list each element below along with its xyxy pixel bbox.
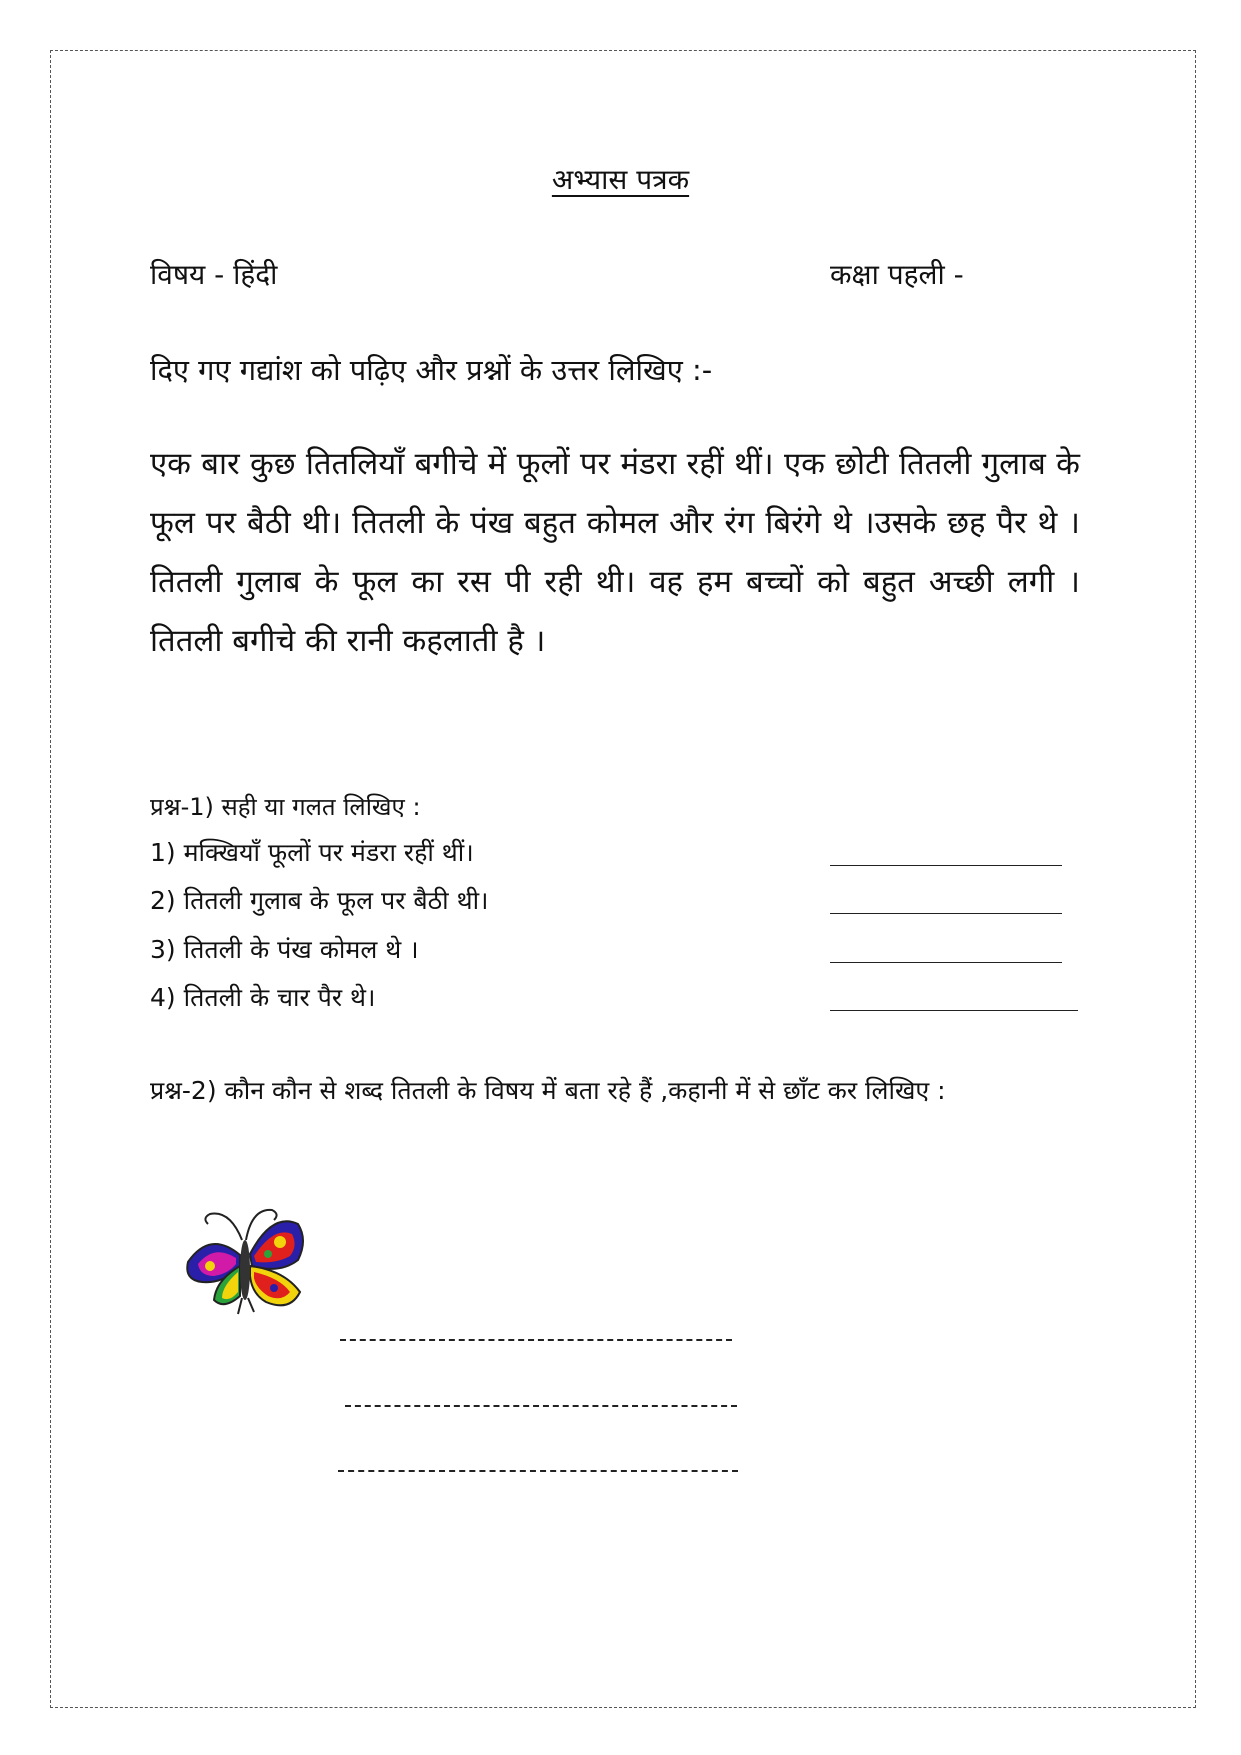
answer-line-3[interactable] (338, 1470, 738, 1472)
subject-label: विषय - हिंदी (150, 258, 278, 291)
butterfly-illustration (180, 1200, 310, 1318)
question-1-item-4: 4) तितली के चार पैर थे। (150, 983, 376, 1012)
answer-line-1[interactable] (340, 1339, 732, 1341)
question-1-item-2: 2) तितली गुलाब के फूल पर बैठी थी। (150, 886, 489, 915)
class-label: कक्षा पहली - (830, 258, 964, 291)
instruction-text: दिए गए गद्यांश को पढ़िए और प्रश्नों के उत्तर लिखिए :- (150, 353, 713, 387)
answer-blank-4[interactable] (830, 1010, 1078, 1011)
answer-blank-2[interactable] (830, 913, 1062, 914)
answer-line-2[interactable] (345, 1405, 737, 1407)
answer-blank-3[interactable] (830, 962, 1062, 963)
question-1-item-1: 1) मक्खियाँ फूलों पर मंडरा रहीं थीं। (150, 838, 474, 867)
page-border (50, 50, 1196, 1708)
question-1-title: प्रश्न-1) सही या गलत लिखिए : (150, 793, 421, 821)
page-title: अभ्यास पत्रक (551, 163, 690, 196)
answer-blank-1[interactable] (830, 865, 1062, 866)
reading-passage: एक बार कुछ तितलियाँ बगीचे में फूलों पर मंडरा रहीं थीं। एक छोटी तितली गुलाब के फूल पर बैठी थी। तितली के पंख बहुत कोमल और रंग बिरंगे थे ।उसके छह पैर थे ।तितली गुलाब के फूल का रस पी रही थी। वह हम बच्चों को बहुत अच्छी लगी । तितली बगीचे की रानी कहलाती है । (150, 446, 1080, 659)
question-2-title: प्रश्न-2) कौन कौन से शब्द तितली के विषय में बता रहे हैं ,कहानी में से छाँट कर लिखिए : (150, 1076, 946, 1105)
question-1-item-3: 3) तितली के पंख कोमल थे । (150, 935, 419, 964)
